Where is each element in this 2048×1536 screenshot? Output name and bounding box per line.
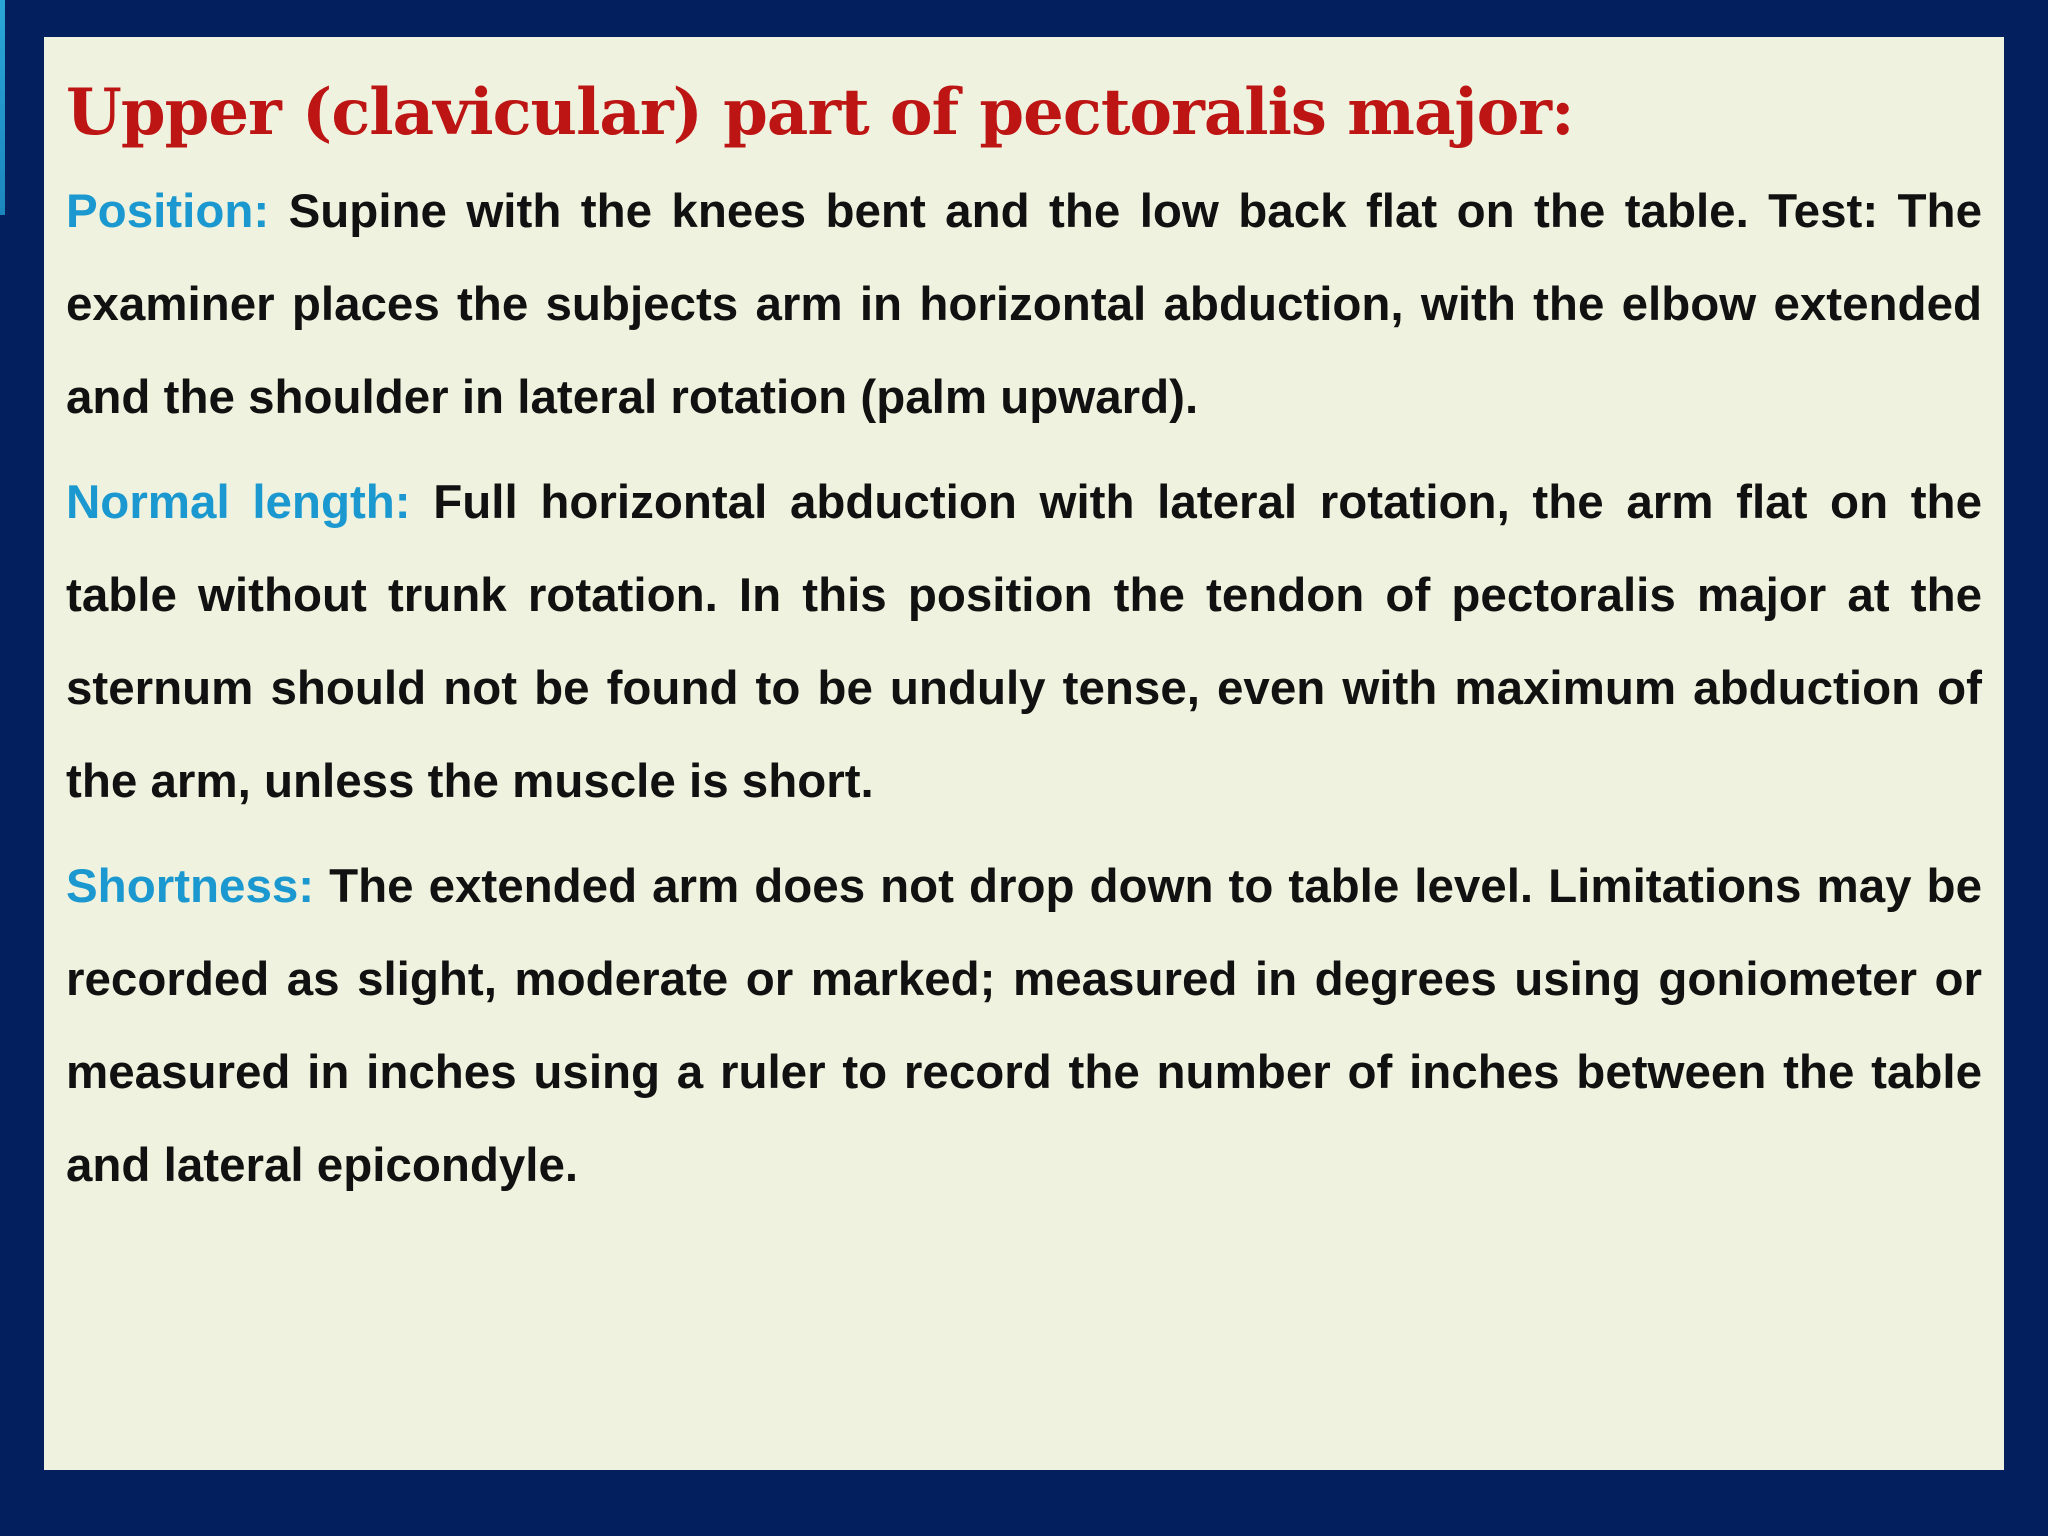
position-label: Position: [66, 184, 270, 238]
position-paragraph [66, 165, 1982, 444]
normal-length-text: Full horizontal abduction with lateral rotation, the arm flat on the table without trunk rotation. In this position the tendon of pectoralis major at the sternum should not be found to be unduly tense, even with maximum abduction of the arm, unless the muscle is short. [66, 475, 1982, 808]
normal-length-paragraph [66, 456, 1982, 828]
shortness-paragraph [66, 840, 1982, 1212]
position-text: Supine with the knees bent and the low back flat on the table. Test: The examiner places the subjects arm in horizontal abduction, with the elbow extended and the shoulder in lateral rotation (palm upward). [66, 184, 1982, 424]
slide-body [66, 165, 1982, 1212]
slide-content-panel [44, 37, 2004, 1470]
shortness-text: The extended arm does not drop down to table level. Limitations may be recorded as slight, moderate or marked; measured in degrees using goniometer or measured in inches using a ruler to record the number of inches between the table and lateral epicondyle. [66, 859, 1982, 1192]
slide-title: Upper (clavicular) part of pectoralis major: [66, 75, 1574, 150]
normal-length-label: Normal length: [66, 475, 411, 529]
shortness-label: Shortness: [66, 859, 315, 913]
edge-accent-stripe [0, 0, 5, 215]
